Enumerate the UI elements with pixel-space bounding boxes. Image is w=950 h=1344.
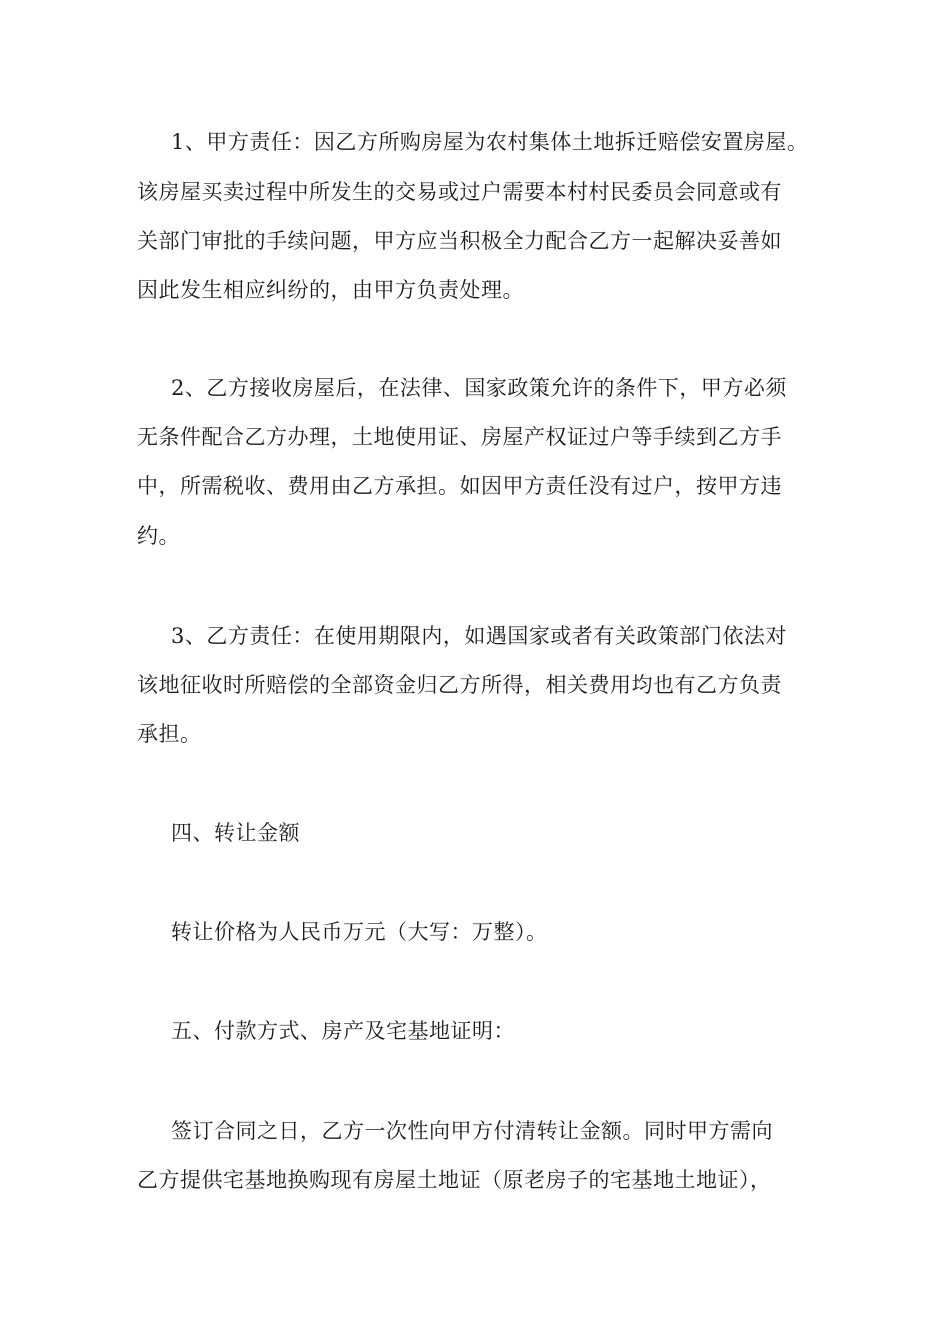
payment-clause-line-2: 乙方提供宅基地换购现有房屋土地证（原老房子的宅基地土地证）， — [137, 1168, 772, 1192]
clause-1-line-1: 1、甲方责任：因乙方所购房屋为农村集体土地拆迁赔偿安置房屋。 — [171, 130, 809, 154]
section-4-heading: 四、转让金额 — [171, 821, 300, 845]
clause-3-line-3: 承担。 — [137, 722, 202, 746]
clause-1-line-2: 该房屋买卖过程中所发生的交易或过户需要本村村民委员会同意或有 — [137, 180, 782, 204]
clause-1-line-4: 因此发生相应纠纷的，由甲方负责处理。 — [137, 278, 524, 302]
clause-2-line-2: 无条件配合乙方办理，土地使用证、房屋产权证过户等手续到乙方手 — [137, 425, 782, 449]
transfer-price-text: 转让价格为人民币万元（大写：万整）。 — [171, 920, 548, 944]
clause-3-line-2: 该地征收时所赔偿的全部资金归乙方所得，相关费用均也有乙方负责 — [137, 673, 782, 697]
clause-2-line-4: 约。 — [137, 524, 180, 548]
clause-1-line-3: 关部门审批的手续问题，甲方应当积极全力配合乙方一起解决妥善如 — [137, 229, 782, 253]
section-5-heading: 五、付款方式、房产及宅基地证明： — [171, 1019, 515, 1043]
payment-clause-line-1: 签订合同之日，乙方一次性向甲方付清转让金额。同时甲方需向 — [171, 1119, 773, 1143]
clause-2-line-3: 中，所需税收、费用由乙方承担。如因甲方责任没有过户，按甲方违 — [137, 474, 782, 498]
clause-3-line-1: 3、乙方责任：在使用期限内，如遇国家或者有关政策部门依法对 — [171, 624, 787, 648]
clause-2-line-1: 2、乙方接收房屋后，在法律、国家政策允许的条件下，甲方必须 — [171, 376, 787, 400]
